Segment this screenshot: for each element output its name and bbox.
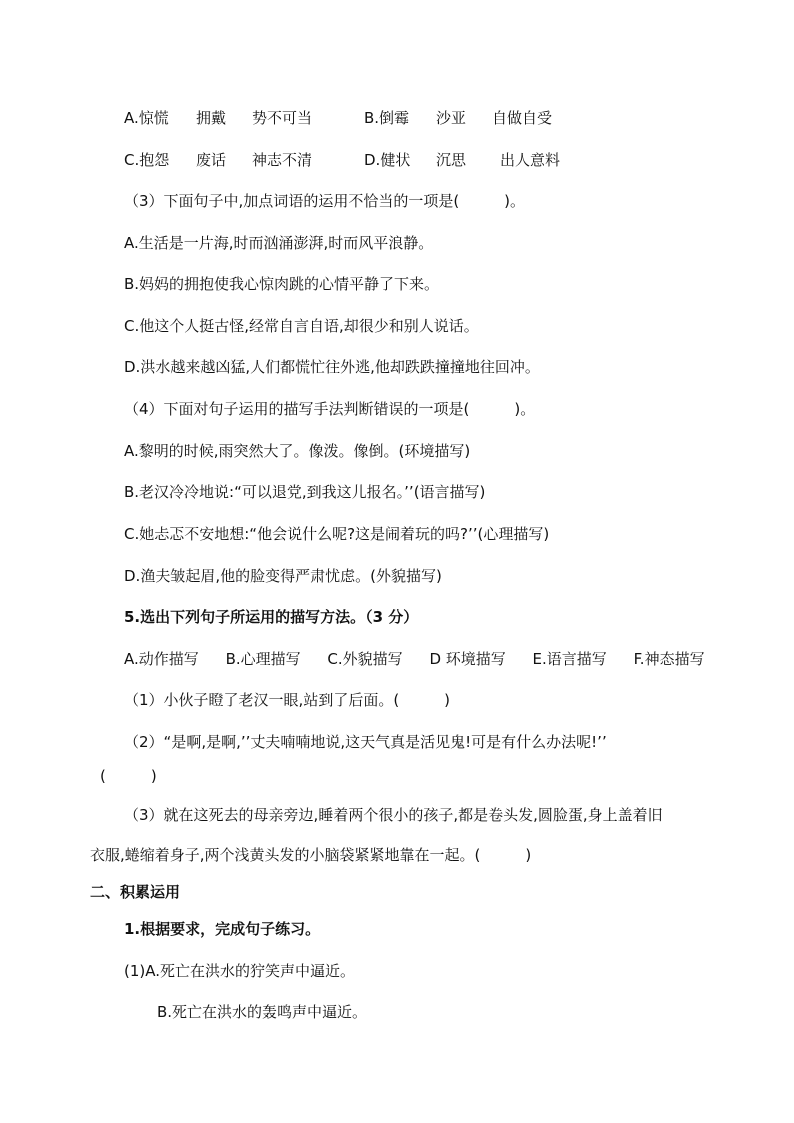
option-c-word3: 神志不清 xyxy=(252,151,313,169)
option-b-word3: 自做自受 xyxy=(492,109,553,127)
method-option-c: C.外貌描写 xyxy=(327,650,403,668)
section-2-title: 二、积累运用 xyxy=(90,883,181,901)
question-3-option-b: B.妈妈的拥抱使我心惊肉跳的心情平静了下来。 xyxy=(124,275,440,293)
question-5-sentence-2-blank: ( ) xyxy=(100,767,157,785)
question-4-option-c: C.她忐忑不安地想:“他会说什么呢?这是闹着玩的吗?’’(心理描写) xyxy=(124,525,550,543)
method-option-b: B.心理描写 xyxy=(225,650,301,668)
option-d-word3: 出人意料 xyxy=(500,151,561,169)
question-5-title: 5.选出下列句子所运用的描写方法。（3 分） xyxy=(124,608,419,626)
method-option-e: E.语言描写 xyxy=(532,650,607,668)
section-2-question-1-sentence-b: B.死亡在洪水的轰鸣声中逼近。 xyxy=(157,1003,368,1021)
question-5-sentence-2: （2）“是啊,是啊,’’丈夫喃喃地说,这天气真是活见鬼!可是有什么办法呢!’’ xyxy=(124,733,607,751)
option-d-word2: 沉思 xyxy=(436,151,467,169)
option-c-word2: 废话 xyxy=(196,151,227,169)
method-option-a: A.动作描写 xyxy=(124,650,199,668)
question-4-option-b: B.老汉冷冷地说:“可以退党,到我这儿报名。’’(语言描写) xyxy=(124,483,486,501)
section-2-question-1-sentence-a: (1)A.死亡在洪水的狞笑声中逼近。 xyxy=(124,962,356,980)
question-5-sentence-3-line-1: （3）就在这死去的母亲旁边,睡着两个很小的孩子,都是卷头发,圆脸蛋,身上盖着旧 xyxy=(124,806,663,824)
method-option-f: F.神态描写 xyxy=(633,650,705,668)
question-3-option-a: A.生活是一片海,时而汹涌澎湃,时而风平浪静。 xyxy=(124,234,434,252)
question-4-stem: （4）下面对句子运用的描写手法判断错误的一项是( )。 xyxy=(124,400,536,418)
question-3-stem: （3）下面句子中,加点词语的运用不恰当的一项是( )。 xyxy=(124,192,526,210)
question-5-options xyxy=(124,649,705,669)
question-5-sentence-3-line-2: 衣服,蜷缩着身子,两个浅黄头发的小脑袋紧紧地靠在一起。( ) xyxy=(90,846,532,864)
option-c-word1: C.抱怨 xyxy=(124,151,170,169)
question-3-option-d: D.洪水越来越凶猛,人们都慌忙往外逃,他却跌跌撞撞地往回冲。 xyxy=(124,358,540,376)
option-a-word2: 拥戴 xyxy=(196,109,227,127)
section-2-question-1-title: 1.根据要求，完成句子练习。 xyxy=(124,920,321,938)
method-option-d: D 环境描写 xyxy=(429,650,506,668)
question-4-option-a: A.黎明的时候,雨突然大了。像泼。像倒。(环境描写) xyxy=(124,442,471,460)
question-4-option-d: D.渔夫皱起眉,他的脸变得严肃忧虑。(外貌描写) xyxy=(124,567,442,585)
question-3-option-c: C.他这个人挺古怪,经常自言自语,却很少和别人说话。 xyxy=(124,317,479,335)
option-a-word1: A.惊慌 xyxy=(124,109,169,127)
option-b-word2: 沙亚 xyxy=(436,109,467,127)
option-b-word1: B.倒霉 xyxy=(364,109,410,127)
option-d-word1: D.健状 xyxy=(364,151,411,169)
option-a-word3: 势不可当 xyxy=(252,109,313,127)
question-5-sentence-1: （1）小伙子瞪了老汉一眼,站到了后面。( ) xyxy=(124,691,451,709)
